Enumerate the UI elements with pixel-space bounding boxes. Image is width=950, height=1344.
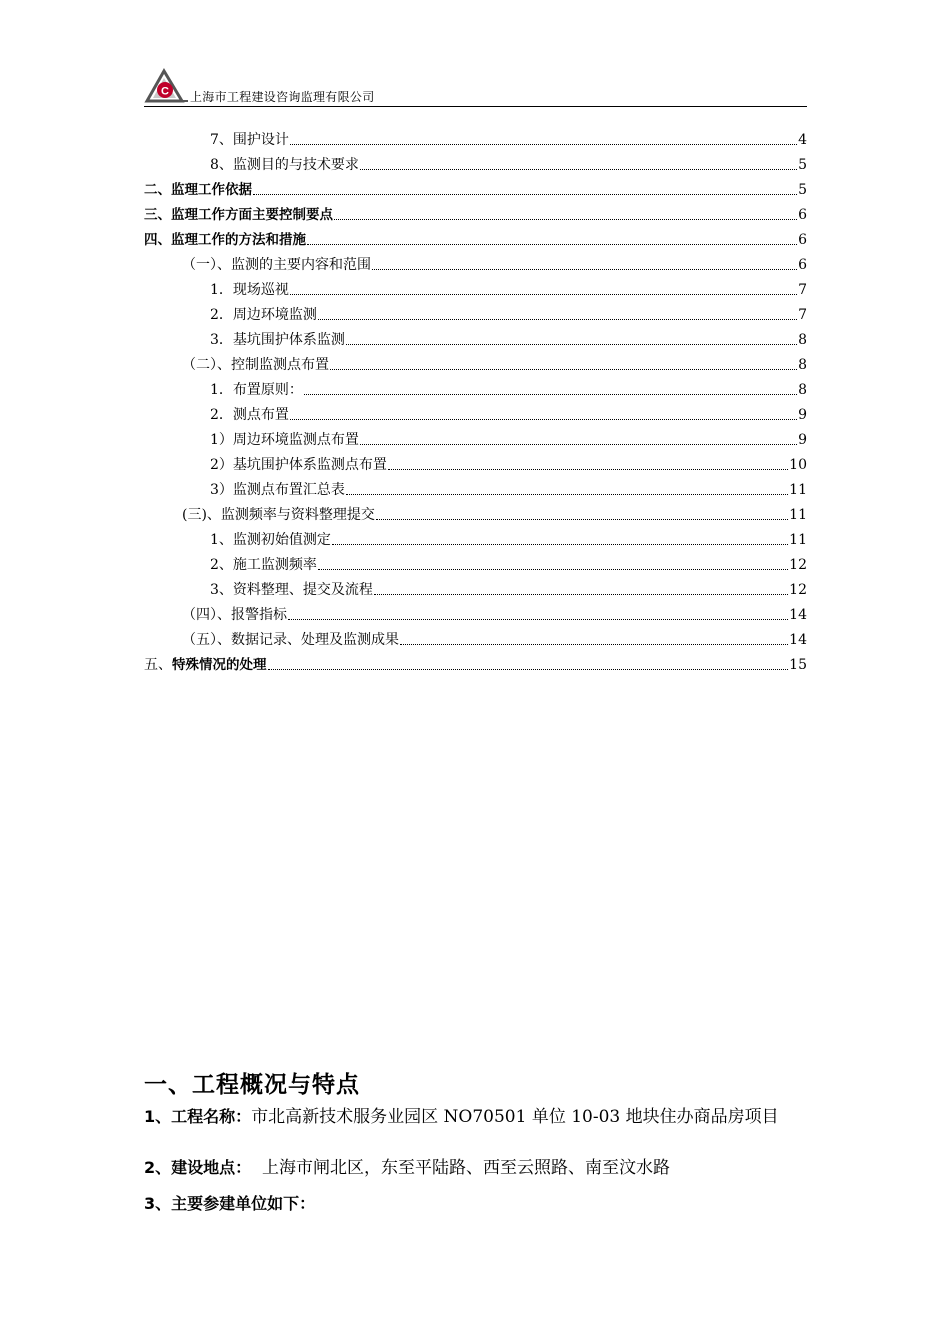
toc-leader-dots <box>372 268 797 270</box>
toc-page-number: 7 <box>798 282 807 298</box>
toc-page-number: 5 <box>798 182 807 198</box>
toc-entry[interactable] <box>144 499 807 524</box>
project-name-label: 1、工程名称： <box>144 1107 252 1126</box>
toc-entry-text: 3．基坑围护体系监测 <box>210 332 345 348</box>
toc-page-number: 4 <box>798 132 807 148</box>
toc-entry[interactable] <box>144 449 807 474</box>
toc-entry[interactable] <box>144 174 807 199</box>
toc-page-number: 15 <box>789 657 807 673</box>
toc-entry[interactable] <box>144 599 807 624</box>
toc-entry-text: 8、监测目的与技术要求 <box>210 157 359 173</box>
toc-page-number: 8 <box>798 382 807 398</box>
toc-entry[interactable] <box>144 299 807 324</box>
project-name-paragraph <box>144 1105 807 1129</box>
location-label: 2、建设地点： <box>144 1158 252 1177</box>
toc-entry-text: 3、资料整理、提交及流程 <box>210 582 373 598</box>
participants-label: 3、主要参建单位如下： <box>144 1194 316 1213</box>
toc-page-number: 11 <box>789 507 807 523</box>
toc-leader-dots <box>334 218 797 220</box>
toc-page-number: 5 <box>798 157 807 173</box>
toc-entry-text: 2．周边环境监测 <box>210 307 317 323</box>
toc-entry-text: 2、施工监测频率 <box>210 557 317 573</box>
toc-entry[interactable] <box>144 249 807 274</box>
toc-page-number: 8 <box>798 357 807 373</box>
toc-entry-text: （二）、控制监测点布置 <box>182 357 329 373</box>
toc-page-number: 11 <box>789 482 807 498</box>
toc-leader-dots <box>346 343 797 345</box>
toc-entry-text: 三、监理工作方面主要控制要点 <box>144 207 333 223</box>
toc-page-number: 6 <box>798 232 807 248</box>
toc-entry[interactable] <box>144 574 807 599</box>
toc-entry-text: 2．测点布置 <box>210 407 289 423</box>
toc-entry[interactable] <box>144 649 807 674</box>
toc-page-number: 11 <box>789 532 807 548</box>
toc-leader-dots <box>360 168 797 170</box>
toc-entry[interactable] <box>144 624 807 649</box>
toc-entry[interactable] <box>144 399 807 424</box>
toc-leader-dots <box>346 493 788 495</box>
toc-leader-dots <box>268 668 789 670</box>
toc-leader-dots <box>400 643 788 645</box>
toc-page-number: 14 <box>789 632 807 648</box>
location-value: 上海市闸北区，东至平陆路、西至云照路、南至汶水路 <box>251 1158 670 1178</box>
toc-entry[interactable] <box>144 549 807 574</box>
toc-leader-dots <box>360 443 797 445</box>
toc-page-number: 9 <box>798 432 807 448</box>
toc-page-number: 9 <box>798 407 807 423</box>
toc-leader-dots <box>307 243 797 245</box>
section-title: 一、工程概况与特点 <box>144 1072 360 1098</box>
toc-entry-text: 2）基坑围护体系监测点布置 <box>210 457 387 473</box>
toc-page-number: 10 <box>789 457 807 473</box>
toc-entry[interactable] <box>144 474 807 499</box>
page-header <box>144 66 807 107</box>
toc-leader-dots <box>332 543 788 545</box>
toc-entry[interactable] <box>144 224 807 249</box>
toc-entry-text: （一）、监测的主要内容和范围 <box>182 257 371 273</box>
toc-entry[interactable] <box>144 199 807 224</box>
company-logo-icon <box>144 68 190 104</box>
toc-entry-text: （四）、报警指标 <box>182 607 287 623</box>
toc-entry-text: 1、监测初始值测定 <box>210 532 331 548</box>
toc-page-number: 7 <box>798 307 807 323</box>
toc-leader-dots <box>388 468 788 470</box>
toc-entry-text: 3）监测点布置汇总表 <box>210 482 345 498</box>
toc-entry[interactable] <box>144 149 807 174</box>
toc-leader-dots <box>288 618 788 620</box>
toc-leader-dots <box>318 568 788 570</box>
toc-entry-text: 五、特殊情况的处理 <box>144 657 267 673</box>
toc-entry-text: 1）周边环境监测点布置 <box>210 432 359 448</box>
company-name: 上海市工程建设咨询监理有限公司 <box>190 90 375 104</box>
toc-entry-text: （五）、数据记录、处理及监测成果 <box>182 632 399 648</box>
project-name-value: 市北高新技术服务业园区 NO70501 单位 10-03 地块住办商品房项目 <box>251 1107 779 1127</box>
toc-entry-text: 7、围护设计 <box>210 132 289 148</box>
toc-leader-dots <box>374 593 788 595</box>
toc-entry[interactable] <box>144 374 807 399</box>
toc-entry[interactable] <box>144 349 807 374</box>
location-paragraph <box>144 1156 807 1180</box>
toc-entry[interactable] <box>144 424 807 449</box>
toc-leader-dots <box>290 418 797 420</box>
toc-leader-dots <box>330 368 797 370</box>
toc-leader-dots <box>290 293 797 295</box>
toc-entry[interactable] <box>144 274 807 299</box>
toc-entry-text: (三)、监测频率与资料整理提交 <box>182 507 375 523</box>
toc-page-number: 14 <box>789 607 807 623</box>
toc-entry-text: 二、监理工作依据 <box>144 182 252 198</box>
toc-entry-text: 1．布置原则： <box>210 382 303 398</box>
table-of-contents <box>144 124 807 674</box>
toc-entry[interactable] <box>144 524 807 549</box>
toc-leader-dots <box>290 143 797 145</box>
toc-leader-dots <box>318 318 797 320</box>
toc-page-number: 8 <box>798 332 807 348</box>
toc-leader-dots <box>376 518 788 520</box>
svg-text:C: C <box>161 85 169 98</box>
toc-entry-text: 四、监理工作的方法和措施 <box>144 232 306 248</box>
toc-page-number: 12 <box>789 582 807 598</box>
toc-entry-text: 1．现场巡视 <box>210 282 289 298</box>
toc-page-number: 6 <box>798 257 807 273</box>
toc-leader-dots <box>253 193 797 195</box>
toc-entry[interactable] <box>144 324 807 349</box>
toc-leader-dots <box>304 393 797 395</box>
toc-entry[interactable] <box>144 124 807 149</box>
participants-paragraph <box>144 1192 807 1216</box>
toc-page-number: 6 <box>798 207 807 223</box>
toc-page-number: 12 <box>789 557 807 573</box>
